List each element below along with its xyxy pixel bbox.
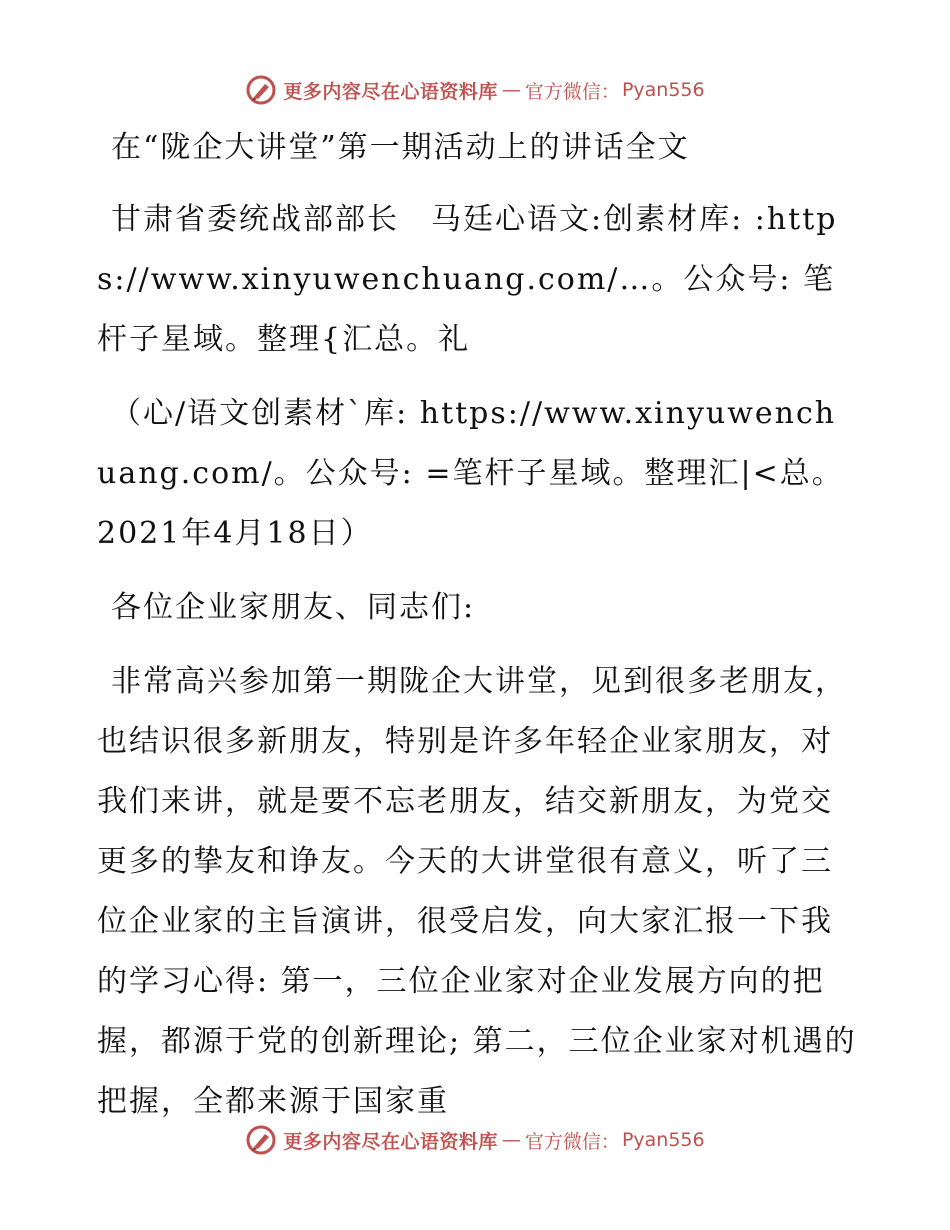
watermark-separator: — (501, 79, 521, 101)
document-title: 在“陇企大讲堂”第一期活动上的讲话全文 (111, 130, 690, 165)
document-body (97, 118, 857, 1146)
body-paragraph: 非常高兴参加第一期陇企大讲堂，见到很多老朋友，也结识很多新朋友，特别是许多年轻企业家朋友，对我们来讲，就是要不忘老朋友，结交新朋友，为党交更多的挚友和诤友。今天的大讲堂很有意义，听了三位企业家的主旨演讲，很受启发，向大家汇报一下我的学习心得: 第一，三位企业家对企业发展方向的把握，都源于党的创新理论; 第二，三位企业家对机遇的把握，全都来源于国家重 (97, 664, 857, 1119)
pen-logo-icon (245, 74, 277, 106)
watermark-wechat-id: Pyan556 (621, 1129, 705, 1151)
watermark-wechat-label: 官方微信： (524, 1130, 620, 1153)
watermark-wechat-id: Pyan556 (621, 79, 705, 101)
greeting: 各位企业家朋友、同志们: (111, 590, 476, 625)
source-line: （心/语文创素材`库: https://www.xinyuwenchuang.com/。公众号: =笔杆子星域。整理汇|<总。2021年4月18日） (97, 396, 844, 551)
pen-logo-icon (245, 1124, 277, 1156)
watermark-brand: 更多内容尽在心语资料库 (283, 80, 498, 103)
header-watermark (0, 70, 950, 110)
watermark-wechat-label: 官方微信： (524, 80, 620, 103)
author-line: 甘肃省委统战部部长 马廷心语文:创素材库: :https://www.xinyuwenchuang.com/…。公众号: 笔杆子星域。整理{汇总。礼 (97, 202, 838, 357)
watermark-separator: — (501, 1129, 521, 1151)
watermark-brand: 更多内容尽在心语资料库 (283, 1130, 498, 1153)
footer-watermark (0, 1120, 950, 1160)
